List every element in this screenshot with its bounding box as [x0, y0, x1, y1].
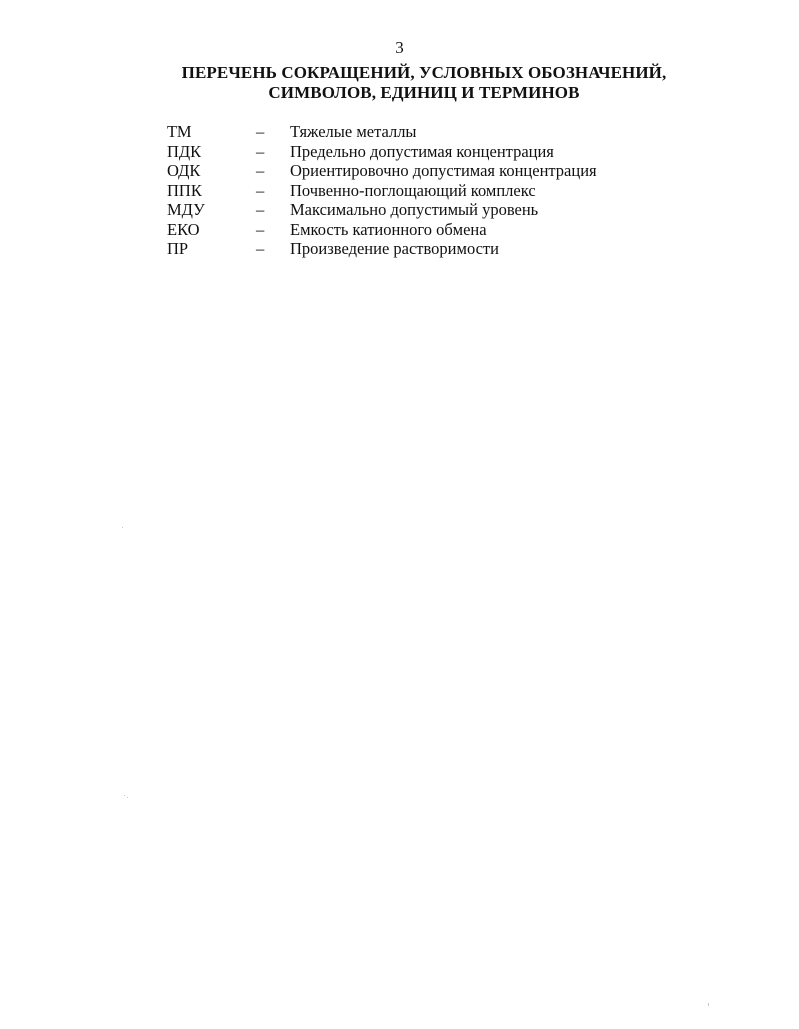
abbreviation-dash: – — [256, 180, 265, 200]
scan-speck — [122, 527, 123, 528]
abbreviation-code: ППК — [167, 180, 202, 200]
abbreviation-code: ЕКО — [167, 219, 200, 239]
abbreviation-code: ТМ — [167, 122, 192, 141]
list-item — [167, 142, 727, 162]
scan-speck — [124, 795, 125, 796]
abbreviation-meaning: Максимально допустимый уровень — [290, 200, 539, 219]
list-item — [167, 122, 727, 142]
page-title — [0, 63, 799, 103]
abbreviation-dash: – — [256, 200, 265, 219]
page-number: 3 — [395, 38, 404, 57]
title-line-2: СИМВОЛОВ, ЕДИНИЦ И ТЕРМИНОВ — [268, 83, 580, 102]
abbreviation-meaning: Емкость катионного обмена — [290, 219, 487, 239]
scan-speck — [127, 797, 128, 798]
abbreviation-code: ОДК — [167, 161, 201, 180]
title-line-1: ПЕРЕЧЕНЬ СОКРАЩЕНИЙ, УСЛОВНЫХ ОБОЗНАЧЕНИЙ, — [181, 63, 667, 82]
scan-speck — [708, 1003, 709, 1006]
abbreviation-meaning: Предельно допустимая концентрация — [290, 141, 554, 161]
abbreviation-code: МДУ — [167, 200, 205, 219]
abbreviation-dash: – — [256, 141, 265, 161]
abbreviation-dash: – — [256, 219, 265, 239]
abbreviation-code: ПДК — [167, 141, 202, 161]
abbreviation-meaning: Почвенно-поглощающий комплекс — [290, 180, 536, 200]
abbreviation-dash: – — [256, 122, 265, 141]
abbreviation-meaning: Произведение растворимости — [290, 239, 499, 258]
list-item — [167, 181, 727, 201]
abbreviation-dash: – — [256, 239, 265, 258]
list-item — [167, 161, 727, 181]
list-item — [167, 220, 727, 240]
abbreviation-meaning: Тяжелые металлы — [290, 122, 417, 141]
abbreviation-code: ПР — [167, 239, 189, 258]
abbreviation-meaning: Ориентировочно допустимая концентрация — [290, 161, 597, 180]
list-item — [167, 200, 727, 220]
abbreviation-dash: – — [256, 161, 265, 180]
abbreviation-list — [167, 122, 727, 259]
list-item — [167, 239, 727, 259]
